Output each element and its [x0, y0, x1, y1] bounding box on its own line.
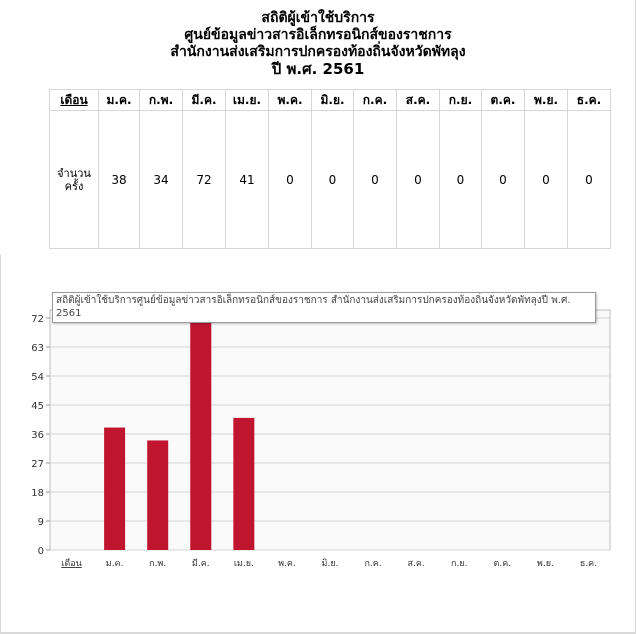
bar	[104, 428, 125, 550]
month-col-header: ธ.ค.	[568, 90, 611, 111]
x-tick-label: พ.ค.	[278, 559, 296, 569]
plot-area	[50, 310, 610, 550]
x-tick-label: ก.พ.	[149, 559, 167, 569]
bar	[233, 418, 254, 550]
title-line-1: สถิติผู้เข้าใช้บริการ	[261, 10, 375, 26]
x-tick-label: มิ.ย.	[321, 559, 339, 569]
x-tick-label: ต.ค.	[493, 559, 512, 569]
count-cell: 0	[525, 111, 568, 249]
month-col-header: เม.ย.	[226, 90, 269, 111]
title-year: ปี พ.ศ. 2561	[271, 60, 365, 78]
count-cell: 72	[183, 111, 226, 249]
x-tick-label: มี.ค.	[191, 559, 210, 569]
count-cell: 0	[354, 111, 397, 249]
count-cell: 0	[269, 111, 312, 249]
y-tick-label: 18	[31, 488, 44, 499]
month-col-header: ส.ค.	[397, 90, 440, 111]
month-col-header: พ.ค.	[269, 90, 312, 111]
y-tick-label: 63	[31, 343, 44, 354]
count-cell: 0	[568, 111, 611, 249]
month-col-header: ก.ค.	[354, 90, 397, 111]
count-cell: 0	[482, 111, 525, 249]
count-cell: 34	[140, 111, 183, 249]
y-tick-label: 36	[31, 430, 44, 441]
y-tick-label: 0	[37, 546, 44, 557]
x-tick-label: ก.ค.	[364, 559, 382, 569]
y-tick-label: 45	[31, 401, 44, 412]
month-header: เดือน	[50, 90, 99, 111]
count-row-label: จำนวนครั้ง	[50, 111, 99, 249]
x-tick-label: ส.ค.	[407, 559, 425, 569]
y-tick-label: 72	[31, 314, 44, 325]
title-line-2: ศูนย์ข้อมูลข่าวสารอิเล็กทรอนิกส์ของราชการ	[184, 27, 452, 43]
count-cell: 41	[226, 111, 269, 249]
count-cell: 38	[99, 111, 140, 249]
chart-tooltip: สถิติผู้เข้าใช้บริการศูนย์ข้อมูลข่าวสารอิเล็กทรอนิกส์ของราชการ สำนักงานส่งเสริมการปกครองท้องถิ่นจังหวัดพัทลุงปี พ.ศ. 2561	[52, 292, 596, 323]
x-tick-label: เม.ย.	[233, 559, 254, 569]
y-tick-label: 54	[31, 372, 44, 383]
month-col-header: ม.ค.	[99, 90, 140, 111]
bar	[147, 440, 168, 550]
y-tick-label: 9	[37, 517, 44, 528]
x-tick-label: เดือน	[61, 559, 82, 569]
month-col-header: พ.ย.	[525, 90, 568, 111]
x-tick-label: ม.ค.	[105, 559, 124, 569]
month-col-header: ก.พ.	[140, 90, 183, 111]
month-col-header: มิ.ย.	[312, 90, 354, 111]
bar	[190, 318, 211, 550]
y-tick-label: 27	[31, 459, 44, 470]
count-cell: 0	[440, 111, 482, 249]
title-line-3: สำนักงานส่งเสริมการปกครองท้องถิ่นจังหวัดพัทลุง	[170, 44, 466, 60]
x-tick-label: ธ.ค.	[579, 559, 598, 569]
count-cell: 0	[312, 111, 354, 249]
x-tick-label: พ.ย.	[536, 559, 554, 569]
month-col-header: ต.ค.	[482, 90, 525, 111]
x-tick-label: ก.ย.	[451, 559, 468, 569]
month-col-header: มี.ค.	[183, 90, 226, 111]
month-col-header: ก.ย.	[440, 90, 482, 111]
count-cell: 0	[397, 111, 440, 249]
